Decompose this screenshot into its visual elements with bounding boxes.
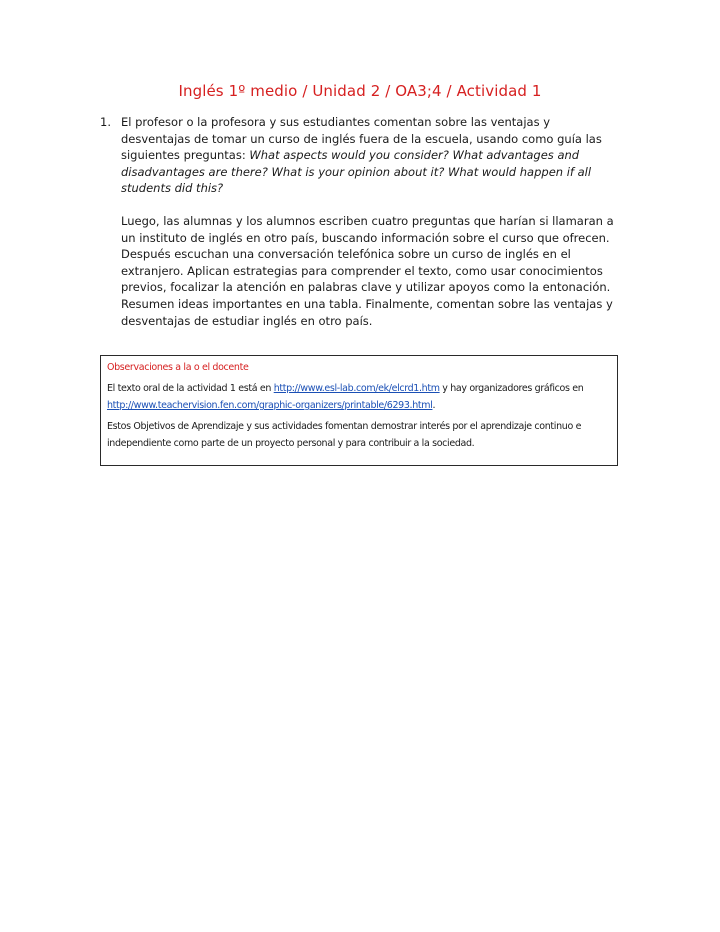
esl-lab-link[interactable]: http://www.esl-lab.com/ek/elcrd1.htm (273, 383, 440, 394)
teachervision-link[interactable]: http://www.teachervision.fen.com/graphic-organizers/printable/6293.html (107, 400, 433, 411)
resources-text-1: El texto oral de la actividad 1 está en (107, 383, 274, 394)
activity-paragraph-1 (121, 114, 622, 197)
guide-questions: What aspects would you consider? What advantages and disadvantages are there? What is your opinion about it? What would happen if all students did this? (121, 148, 592, 196)
teacher-notes-objectives: Estos Objetivos de Aprendizaje y sus actividades fomentan demostrar interés por el aprendizaje continuo e independiente como parte de un proyecto personal y para contribuir a la sociedad. (107, 421, 582, 449)
activity-paragraph-2: Luego, las alumnas y los alumnos escriben cuatro preguntas que harían si llamaran a un instituto de inglés en otro país, buscando información sobre el curso que ofrecen. Después escuchan una conversación telefónica sobre un curso de inglés en el extranjero. Aplican estrategias para comprender el texto, como usar conocimientos previos, focalizar la atención en palabras clave y utilizar apoyos como la entonación. Resumen ideas importantes en una tabla. Finalmente, comentan sobre las ventajas y desventajas de estudiar inglés en otro país. (121, 213, 614, 328)
resources-text-3: . (432, 400, 436, 411)
page-title: Inglés 1º medio / Unidad 2 / OA3;4 / Actividad 1 (178, 82, 542, 100)
activity-number: 1. (100, 115, 111, 129)
activity-paragraph-1-text: El profesor o la profesora y sus estudiantes comentan sobre las ventajas y desventajas de tomar un curso de inglés fuera de la escuela, usando como guía las siguientes preguntas: (121, 115, 602, 163)
activity-item (100, 114, 622, 329)
resources-text-2: y hay organizadores gráficos en (439, 383, 584, 394)
activity-body (121, 114, 622, 329)
teacher-notes-resources (107, 380, 611, 414)
teacher-notes-box (100, 355, 618, 466)
teacher-notes-heading: Observaciones a la o el docente (107, 362, 249, 373)
